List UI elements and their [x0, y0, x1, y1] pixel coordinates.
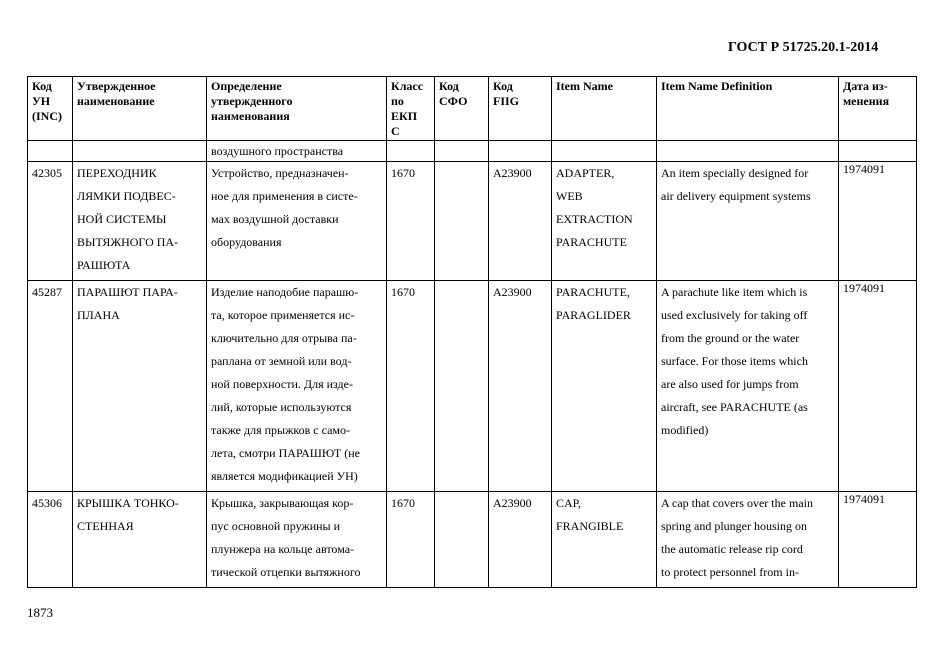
- col-header-fiig-code: Код FIIG: [489, 77, 552, 141]
- cell-name-definition: Крышка, закрывающая кор- пус основной пружины и плунжера на кольце автома- тической отцепки вытяжного: [207, 492, 387, 588]
- cell-approved-name: ПЕРЕХОДНИК ЛЯМКИ ПОДВЕС- НОЙ СИСТЕМЫ ВЫТЯЖНОГО ПА- РАШЮТА: [73, 162, 207, 281]
- cell-name-definition: Изделие наподобие парашю- та, которое применяется ис- ключительно для отрыва па- раплана от земной или вод- ной поверхности. Для изде- лий, которые используются также для прыжков с само- лета, смотри ПАРАШЮТ (не является модификацией УН): [207, 281, 387, 492]
- col-header-class: Класс по ЕКП С: [387, 77, 435, 141]
- cell-empty: [28, 141, 73, 162]
- cell-fiig-code: A23900: [489, 162, 552, 281]
- cell-change-date: 1974091: [839, 281, 917, 492]
- table-row: [28, 492, 917, 588]
- cell-class: 1670: [387, 281, 435, 492]
- document-header: ГОСТ Р 51725.20.1-2014: [728, 40, 879, 55]
- cell-item-name: PARACHUTE, PARAGLIDER: [552, 281, 657, 492]
- cell-item-name-definition: An item specially designed for air delivery equipment systems: [657, 162, 839, 281]
- cell-empty: [489, 141, 552, 162]
- cell-empty: [552, 141, 657, 162]
- cell-approved-name: КРЫШКА ТОНКО- СТЕННАЯ: [73, 492, 207, 588]
- cell-sfo-code: [435, 492, 489, 588]
- col-header-inc-code: Код УН (INC): [28, 77, 73, 141]
- col-header-change-date: Дата из- менения: [839, 77, 917, 141]
- col-header-name-definition: Определение утвержденного наименования: [207, 77, 387, 141]
- cell-class: 1670: [387, 492, 435, 588]
- cell-item-name-definition: A parachute like item which is used exclusively for taking off from the ground or the water surface. For those items which are also used for jumps from aircraft, see PARACHUTE (as modified): [657, 281, 839, 492]
- table-row: [28, 162, 917, 281]
- cell-empty: [435, 141, 489, 162]
- cell-empty: [387, 141, 435, 162]
- cell-item-name-definition: A cap that covers over the main spring and plunger housing on the automatic release rip cord to protect personnel from in-: [657, 492, 839, 588]
- cell-definition-continuation: воздушного пространства: [207, 141, 387, 162]
- cell-inc-code: 45287: [28, 281, 73, 492]
- col-header-approved-name: Утвержденное наименование: [73, 77, 207, 141]
- cell-name-definition: Устройство, предназначен- ное для применения в систе- мах воздушной доставки оборудования: [207, 162, 387, 281]
- col-header-item-name: Item Name: [552, 77, 657, 141]
- registry-table: [27, 76, 917, 588]
- cell-item-name: ADAPTER, WEB EXTRACTION PARACHUTE: [552, 162, 657, 281]
- table-row-continuation: [28, 141, 917, 162]
- cell-inc-code: 42305: [28, 162, 73, 281]
- cell-sfo-code: [435, 162, 489, 281]
- cell-change-date: 1974091: [839, 492, 917, 588]
- cell-empty: [73, 141, 207, 162]
- cell-change-date: 1974091: [839, 162, 917, 281]
- cell-approved-name: ПАРАШЮТ ПАРА- ПЛАНА: [73, 281, 207, 492]
- cell-fiig-code: A23900: [489, 492, 552, 588]
- cell-item-name: CAP, FRANGIBLE: [552, 492, 657, 588]
- cell-empty: [657, 141, 839, 162]
- table-header-row: [28, 77, 917, 141]
- col-header-item-name-definition: Item Name Definition: [657, 77, 839, 141]
- cell-empty: [839, 141, 917, 162]
- cell-sfo-code: [435, 281, 489, 492]
- cell-inc-code: 45306: [28, 492, 73, 588]
- cell-fiig-code: A23900: [489, 281, 552, 492]
- cell-class: 1670: [387, 162, 435, 281]
- col-header-sfo-code: Код СФО: [435, 77, 489, 141]
- table-row: [28, 281, 917, 492]
- page-number: 1873: [27, 605, 53, 620]
